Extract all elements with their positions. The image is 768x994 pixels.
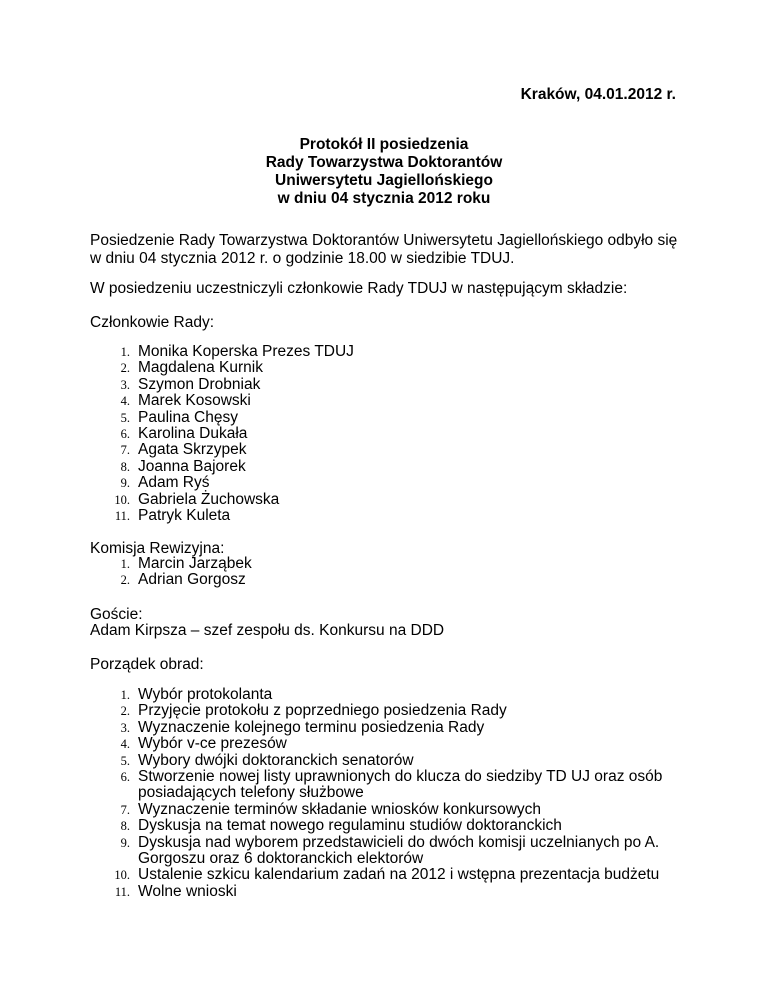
list-number: 5. <box>120 410 130 425</box>
list-number: 10. <box>114 492 130 507</box>
agenda-item-text: Przyjęcie protokołu z poprzedniego posiedzenia Rady <box>138 702 507 720</box>
guest-entry: Adam Kirpsza – szef zespołu ds. Konkursu na DDD <box>90 622 445 639</box>
agenda-list <box>90 687 690 900</box>
list-item <box>90 360 690 376</box>
list-number: 1. <box>120 557 130 571</box>
list-item <box>90 703 690 719</box>
list-item <box>90 344 690 360</box>
list-number: 3. <box>120 377 130 392</box>
list-number: 4. <box>120 394 130 409</box>
list-item <box>90 475 690 491</box>
agenda-item-text: Stworzenie nowej listy uprawnionych do klucza do siedziby TD UJ oraz osób posiadających telefony służbowe <box>138 768 663 802</box>
list-item <box>90 753 690 769</box>
intro-paragraph: Posiedzenie Rady Towarzystwa Doktorantów Uniwersytetu Jagiellońskiego odbyło się w dniu 04 stycznia 2012 r. o godzinie 18.00 w siedzibie TDUJ. <box>90 232 678 267</box>
list-item <box>90 867 690 883</box>
list-number: 3. <box>120 720 130 735</box>
list-number: 6. <box>120 770 130 785</box>
council-members-list <box>90 344 690 524</box>
audit-committee-heading: Komisja Rewizyjna: <box>90 540 225 557</box>
list-number: 2. <box>120 704 130 719</box>
agenda-item-text: Wybór protokolanta <box>138 686 273 703</box>
agenda-item-text: Wyznaczenie terminów składanie wniosków konkursowych <box>138 800 542 818</box>
agenda-item-text: Wybory dwójki doktoranckich senatorów <box>138 751 414 769</box>
agenda-heading: Porządek obrad: <box>90 656 204 673</box>
list-item <box>90 508 690 524</box>
member-name: Agata Skrzypek <box>138 441 247 459</box>
list-number: 7. <box>120 802 130 817</box>
list-number: 1. <box>120 688 130 702</box>
list-number: 2. <box>120 361 130 376</box>
list-number: 5. <box>120 753 130 768</box>
agenda-item-text: Wyznaczenie kolejnego terminu posiedzenia Rady <box>138 718 485 736</box>
title-line-1: Protokół II posiedzenia <box>299 136 469 153</box>
title-line-3: Uniwersytetu Jagiellońskiego <box>275 172 493 189</box>
list-item <box>90 492 690 508</box>
list-number: 11. <box>114 884 130 899</box>
list-item <box>90 720 690 736</box>
list-item <box>90 572 690 588</box>
list-item <box>90 769 690 802</box>
list-item <box>90 736 690 752</box>
list-item <box>90 835 690 868</box>
member-name: Monika Koperska Prezes TDUJ <box>138 343 354 360</box>
list-item <box>90 442 690 458</box>
member-name: Marcin Jarząbek <box>138 555 252 572</box>
member-name: Joanna Bajorek <box>138 457 246 475</box>
member-name: Adrian Gorgosz <box>138 571 246 589</box>
member-name: Szymon Drobniak <box>138 375 261 393</box>
list-item <box>90 410 690 426</box>
list-item <box>90 818 690 834</box>
title-line-4: w dniu 04 stycznia 2012 roku <box>277 190 491 207</box>
member-name: Magdalena Kurnik <box>138 359 263 377</box>
member-name: Karolina Dukała <box>138 425 248 443</box>
list-item <box>90 556 690 572</box>
list-number: 9. <box>120 476 130 491</box>
list-item <box>90 687 690 703</box>
list-item <box>90 426 690 442</box>
agenda-item-text: Ustalenie szkicu kalendarium zadań na 2012 i wstępna prezentacja budżetu <box>138 866 660 884</box>
list-item <box>90 802 690 818</box>
agenda-item-text: Dyskusja na temat nowego regulaminu studiów doktoranckich <box>138 817 562 835</box>
member-name: Marek Kosowski <box>138 392 251 410</box>
list-item <box>90 377 690 393</box>
agenda-item-text: Wybór v-ce prezesów <box>138 735 287 753</box>
member-name: Gabriela Żuchowska <box>138 490 280 508</box>
list-number: 6. <box>120 427 130 442</box>
list-number: 1. <box>120 345 130 359</box>
member-name: Adam Ryś <box>138 474 210 492</box>
agenda-item-text: Wolne wnioski <box>138 882 237 900</box>
document-date: Kraków, 04.01.2012 r. <box>520 86 676 103</box>
list-number: 7. <box>120 443 130 458</box>
document-title <box>0 136 768 208</box>
list-item <box>90 884 690 900</box>
list-number: 9. <box>120 835 130 850</box>
list-number: 10. <box>114 868 130 883</box>
list-number: 11. <box>114 509 130 524</box>
guests-heading: Goście: <box>90 606 143 623</box>
audit-committee-list <box>90 556 690 589</box>
list-number: 4. <box>120 737 130 752</box>
council-heading: Członkowie Rady: <box>90 314 215 331</box>
member-name: Patryk Kuleta <box>138 507 231 525</box>
list-number: 8. <box>120 819 130 834</box>
title-line-2: Rady Towarzystwa Doktorantów <box>265 154 503 171</box>
list-item <box>90 393 690 409</box>
list-item <box>90 459 690 475</box>
list-number: 8. <box>120 459 130 474</box>
agenda-item-text: Dyskusja nad wyborem przedstawicieli do dwóch komisji uczelnianych po A. Gorgoszu oraz 6 doktoranckich elektorów <box>138 833 660 868</box>
member-name: Paulina Chęsy <box>138 408 238 426</box>
participants-sentence: W posiedzeniu uczestniczyli członkowie Rady TDUJ w następującym składzie: <box>90 280 628 297</box>
list-number: 2. <box>120 573 130 588</box>
